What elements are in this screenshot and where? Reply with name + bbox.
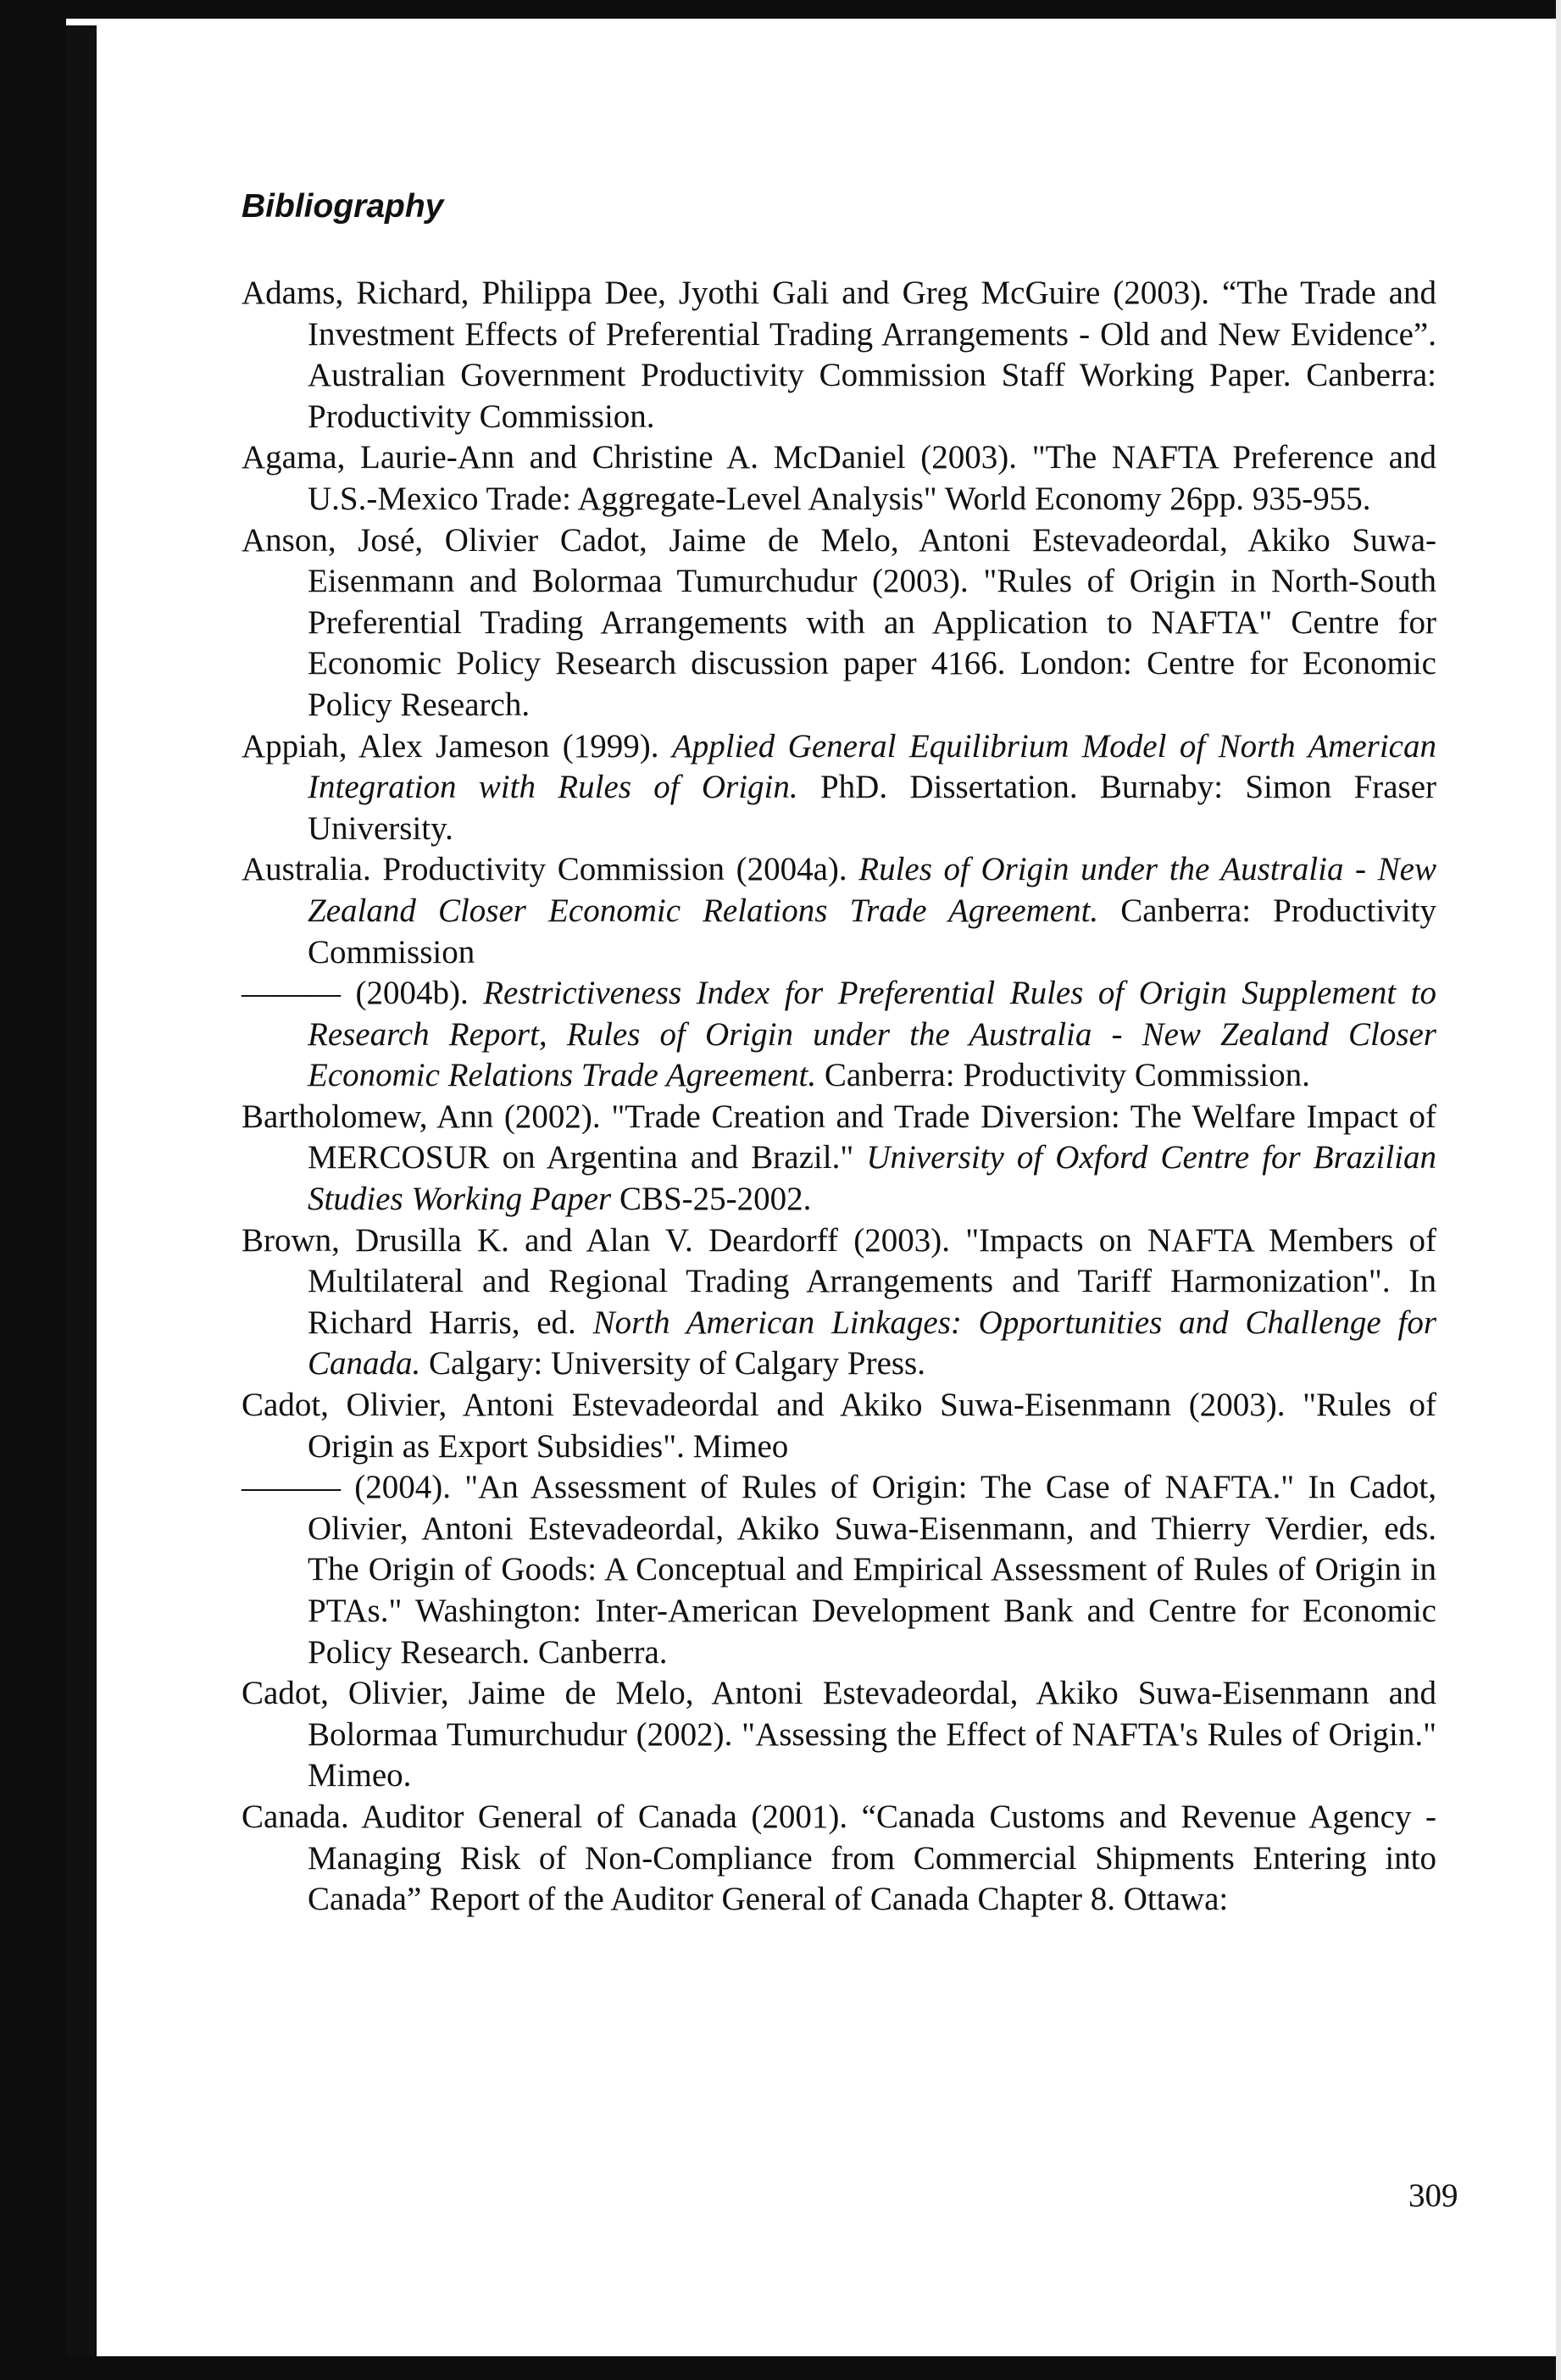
entry-text: ——— (2004b).	[242, 975, 484, 1012]
entry-text-tail: Calgary: University of Calgary Press.	[420, 1345, 925, 1382]
entry-title: North American Linkages: Opportunities and Challenge for Canada.	[308, 1304, 1436, 1382]
entry-title: University of Oxford Centre for Brazilian Studies Working Paper	[308, 1139, 1436, 1218]
entry-title: Rules of Origin under the Australia - New Zealand Closer Economic Relations Trade Agreement.	[308, 851, 1436, 929]
bibliography-entry	[242, 437, 1436, 520]
bibliography-entry	[242, 520, 1436, 726]
entry-text: Australia. Productivity Commission (2004a).	[242, 851, 859, 888]
entry-text-tail: PhD. Dissertation. Burnaby: Simon Fraser University.	[308, 769, 1436, 847]
scan-border-bottom	[0, 2356, 1561, 2380]
bibliography-entry	[242, 1797, 1436, 1921]
entry-text: Brown, Drusilla K. and Alan V. Deardorff (2003). "Impacts on NAFTA Members of Multilateral and Regional Trading Arrangements and Tariff Harmonization". In Richard Harris, ed.	[242, 1221, 1436, 1341]
entry-text-tail: Canberra: Productivity Commission	[308, 892, 1436, 970]
entry-text: Canada. Auditor General of Canada (2001). “Canada Customs and Revenue Agency - Managing Risk of Non-Compliance from Commercial Shipments Entering into Canada” Report of the Auditor General of Canada Chapter 8. Ottawa:	[242, 1798, 1436, 1918]
entry-text-tail: CBS-25-2002.	[611, 1181, 812, 1218]
entry-text-tail: Canberra: Productivity Commission.	[816, 1057, 1310, 1094]
page-number: 309	[1408, 2177, 1458, 2214]
scan-border-left	[0, 0, 66, 2380]
entry-text: Cadot, Olivier, Jaime de Melo, Antoni Estevadeordal, Akiko Suwa-Eisenmann and Bolormaa Tumurchudur (2002). "Assessing the Effect of NAFTA's Rules of Origin." Mimeo.	[242, 1675, 1436, 1794]
entry-text: Agama, Laurie-Ann and Christine A. McDaniel (2003). "The NAFTA Preference and U.S.-Mexico Trade: Aggregate-Level Analysis" World Economy 26pp. 935-955.	[242, 439, 1436, 517]
entry-title: Restrictiveness Index for Preferential Rules of Origin Supplement to Research Report, Rules of Origin under the Australia - New Zealand Closer Economic Relations Trade Agreement.	[308, 975, 1436, 1094]
bibliography-entry	[242, 1385, 1436, 1467]
bibliography-entry	[242, 1097, 1436, 1221]
scan-border-top	[0, 0, 1561, 19]
section-heading: Bibliography	[242, 188, 444, 225]
scan-border-right	[1556, 0, 1561, 2380]
bibliography-entry	[242, 973, 1436, 1097]
entry-text: Appiah, Alex Jameson (1999).	[242, 727, 672, 765]
scan-binding-shadow	[66, 25, 97, 2365]
bibliography-entry	[242, 1673, 1436, 1797]
entry-text: Adams, Richard, Philippa Dee, Jyothi Gali and Greg McGuire (2003). “The Trade and Investment Effects of Preferential Trading Arrangements - Old and New Evidence”. Australian Government Productivity Commission Staff Working Paper. Canberra: Productivity Commission.	[242, 275, 1436, 435]
bibliography-entry	[242, 1221, 1436, 1385]
bibliography-list	[242, 273, 1436, 1921]
bibliography-entry	[242, 273, 1436, 437]
entry-title: Applied General Equilibrium Model of North American Integration with Rules of Origin.	[308, 727, 1436, 806]
entry-text: Bartholomew, Ann (2002). "Trade Creation and Trade Diversion: The Welfare Impact of MERCOSUR on Argentina and Brazil."	[242, 1098, 1436, 1176]
bibliography-entry	[242, 849, 1436, 973]
entry-text: ——— (2004). "An Assessment of Rules of Origin: The Case of NAFTA." In Cadot, Olivier, Antoni Estevadeordal, Akiko Suwa-Eisenmann, and Thierry Verdier, eds. The Origin of Goods: A Conceptual and Empirical Assessment of Rules of Origin in PTAs." Washington: Inter-American Development Bank and Centre for Economic Policy Research. Canberra.	[242, 1469, 1436, 1671]
bibliography-entry	[242, 726, 1436, 850]
entry-text: Cadot, Olivier, Antoni Estevadeordal and Akiko Suwa-Eisenmann (2003). "Rules of Origin as Export Subsidies". Mimeo	[242, 1387, 1436, 1465]
bibliography-entry	[242, 1467, 1436, 1673]
entry-text: Anson, José, Olivier Cadot, Jaime de Melo, Antoni Estevadeordal, Akiko Suwa-Eisenmann and Bolormaa Tumurchudur (2003). "Rules of Origin in North-South Preferential Trading Arrangements with an Application to NAFTA" Centre for Economic Policy Research discussion paper 4166. London: Centre for Economic Policy Research.	[242, 521, 1436, 723]
